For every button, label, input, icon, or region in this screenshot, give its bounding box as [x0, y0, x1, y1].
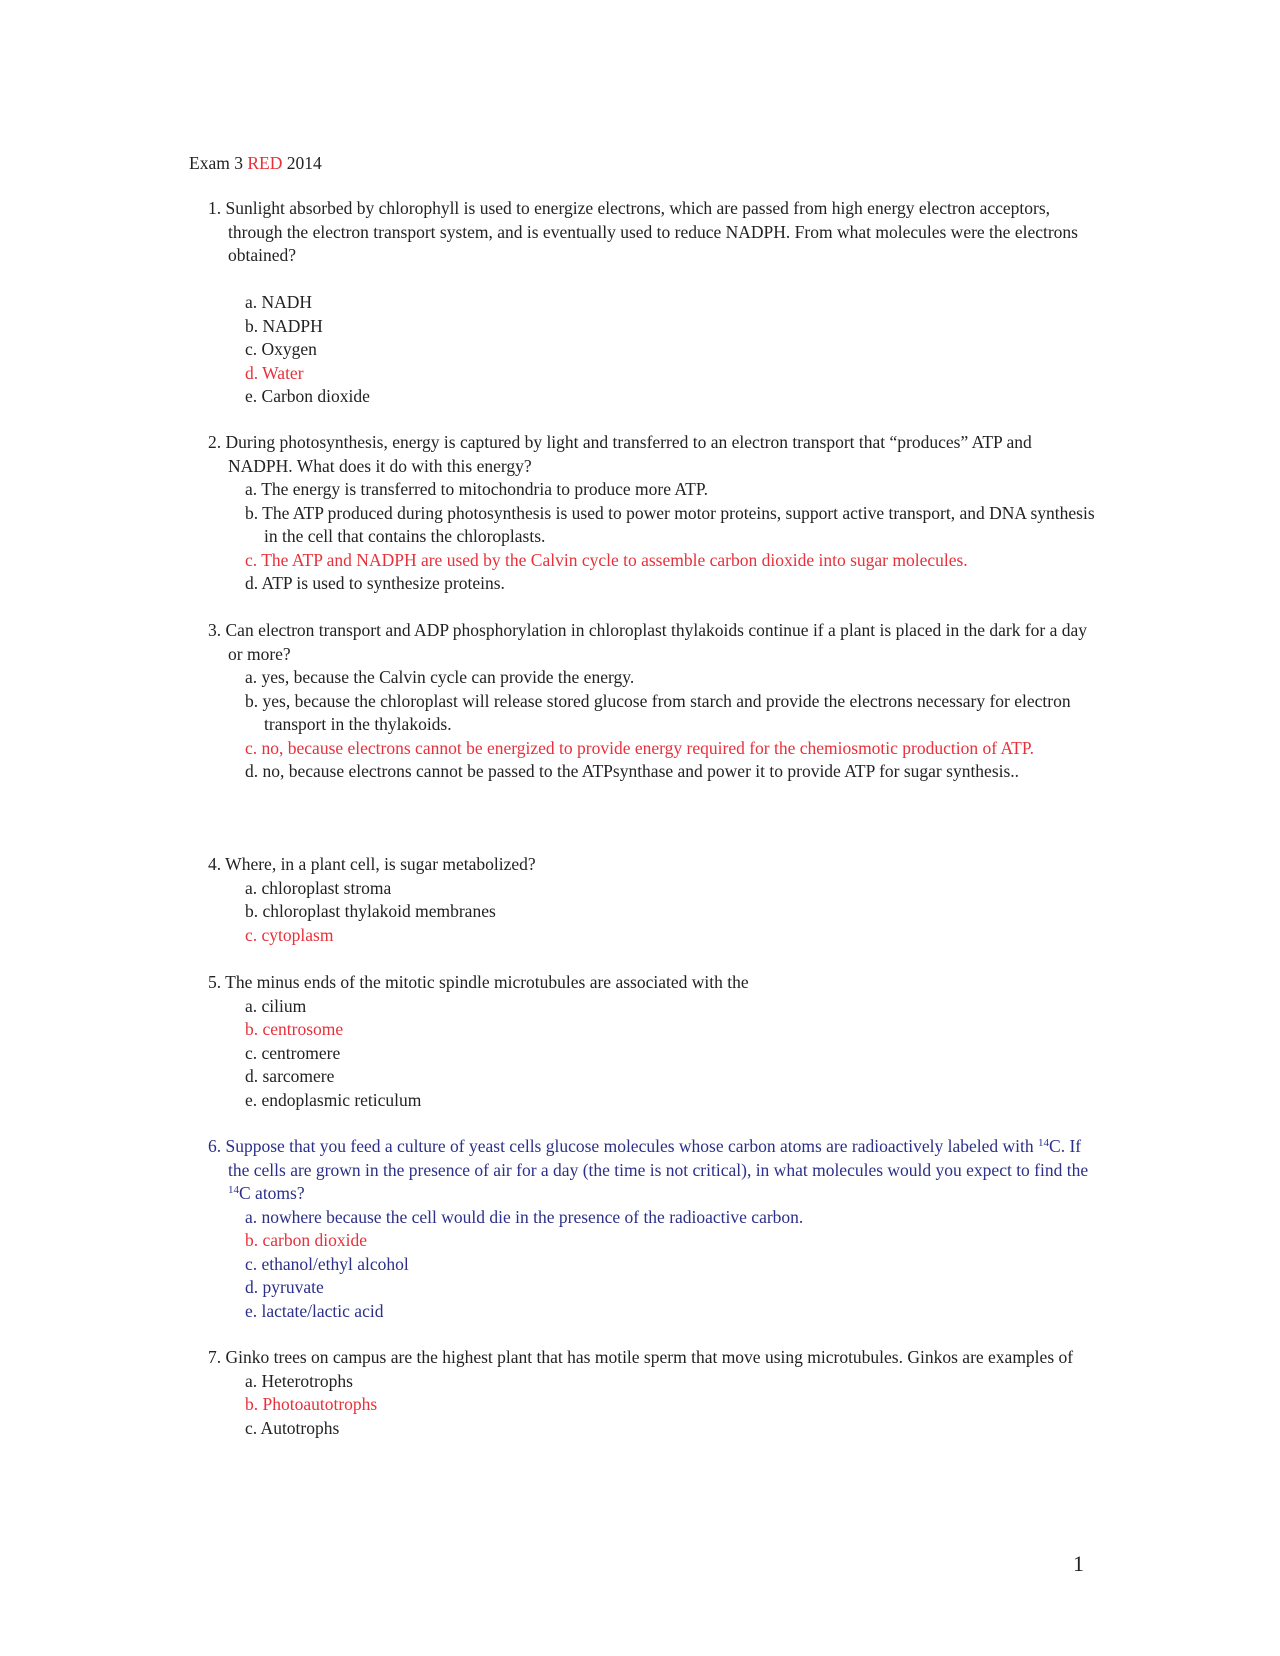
stem-part-c: C atoms?	[239, 1183, 305, 1203]
question-5	[189, 971, 1099, 1112]
question-7	[189, 1346, 1099, 1440]
option-c: c. Autotrophs	[245, 1417, 340, 1438]
option-c: c. centromere	[245, 1042, 341, 1063]
option-a: a. chloroplast stroma	[245, 877, 392, 898]
question-4	[189, 853, 1099, 947]
option-b-answer: b. Photoautotrophs	[245, 1394, 378, 1414]
title-suffix: 2014	[282, 153, 322, 173]
option-a: a. nowhere because the cell would die in the presence of the radioactive carbon.	[245, 1206, 804, 1227]
option-a: a. yes, because the Calvin cycle can provide the energy.	[245, 667, 635, 687]
option-a: a. The energy is transferred to mitochondria to produce more ATP.	[245, 479, 708, 499]
option-a: a. cilium	[245, 995, 307, 1016]
option-c: c. Oxygen	[245, 339, 317, 359]
page-number: 1	[1073, 1551, 1084, 1576]
question-3	[189, 619, 1099, 784]
title-highlight: RED	[247, 153, 283, 173]
option-a: a. Heterotrophs	[245, 1370, 353, 1391]
question-stem: 3. Can electron transport and ADP phosphorylation in chloroplast thylakoids continue if a plant is placed in the dark for a day or more?	[208, 620, 1088, 664]
page-title	[189, 152, 322, 176]
stem-part-a: 6. Suppose that you feed a culture of yeast cells glucose molecules whose carbon atoms are radioactively labeled with	[208, 1136, 1039, 1156]
option-b: b. yes, because the chloroplast will release stored glucose from starch and provide the electrons necessary for electron transport in the thylakoids.	[245, 690, 1071, 734]
question-1	[189, 197, 1099, 409]
option-b: b. NADPH	[245, 315, 323, 336]
question-2	[189, 431, 1099, 596]
option-d-answer: d. Water	[245, 362, 304, 383]
option-e: e. Carbon dioxide	[245, 386, 370, 406]
option-c: c. ethanol/ethyl alcohol	[245, 1253, 409, 1274]
option-e: e. endoplasmic reticulum	[245, 1089, 422, 1110]
option-d: d. sarcomere	[245, 1066, 335, 1086]
question-stem: 5. The minus ends of the mitotic spindle microtubules are associated with the	[208, 972, 749, 992]
option-b-answer: b. carbon dioxide	[245, 1230, 367, 1250]
option-b: b. chloroplast thylakoid membranes	[245, 901, 496, 921]
option-c-answer: c. no, because electrons cannot be energized to provide energy required for the chemiosmotic production of ATP.	[245, 737, 1035, 758]
question-stem: 7. Ginko trees on campus are the highest plant that has motile sperm that move using microtubules. Ginkos are examples of	[208, 1347, 1074, 1367]
isotope-superscript: 14	[1038, 1137, 1050, 1149]
option-c-answer: c. cytoplasm	[245, 924, 334, 945]
stem-part-b: C. If the cells are grown in the presence of air for a day (the time is not critical), in what molecules would you expect to find the	[228, 1136, 1089, 1180]
option-c-answer: c. The ATP and NADPH are used by the Calvin cycle to assemble carbon dioxide into sugar molecules.	[245, 549, 968, 570]
question-stem: 2. During photosynthesis, energy is captured by light and transferred to an electron transport that “produces” ATP and NADPH. What does it do with this energy?	[208, 432, 1032, 476]
title-prefix: Exam 3	[189, 153, 248, 173]
option-d: d. ATP is used to synthesize proteins.	[245, 573, 505, 593]
question-stem	[189, 1135, 1099, 1206]
question-6	[189, 1135, 1099, 1323]
question-stem: 1. Sunlight absorbed by chlorophyll is used to energize electrons, which are passed from high energy electron acceptors, through the electron transport system, and is eventually used to reduce NADPH. From what molecules were the electrons obtained?	[208, 198, 1078, 265]
option-a: a. NADH	[245, 292, 313, 312]
option-d: d. pyruvate	[245, 1277, 324, 1297]
option-b: b. The ATP produced during photosynthesis is used to power motor proteins, support active transport, and DNA synthesis in the cell that contains the chloroplasts.	[245, 502, 1095, 546]
option-d: d. no, because electrons cannot be passed to the ATPsynthase and power it to provide ATP for sugar synthesis..	[245, 761, 1020, 781]
isotope-superscript: 14	[228, 1184, 239, 1196]
option-e: e. lactate/lactic acid	[245, 1300, 384, 1321]
question-stem: 4. Where, in a plant cell, is sugar metabolized?	[208, 854, 536, 874]
option-b-answer: b. centrosome	[245, 1019, 344, 1039]
